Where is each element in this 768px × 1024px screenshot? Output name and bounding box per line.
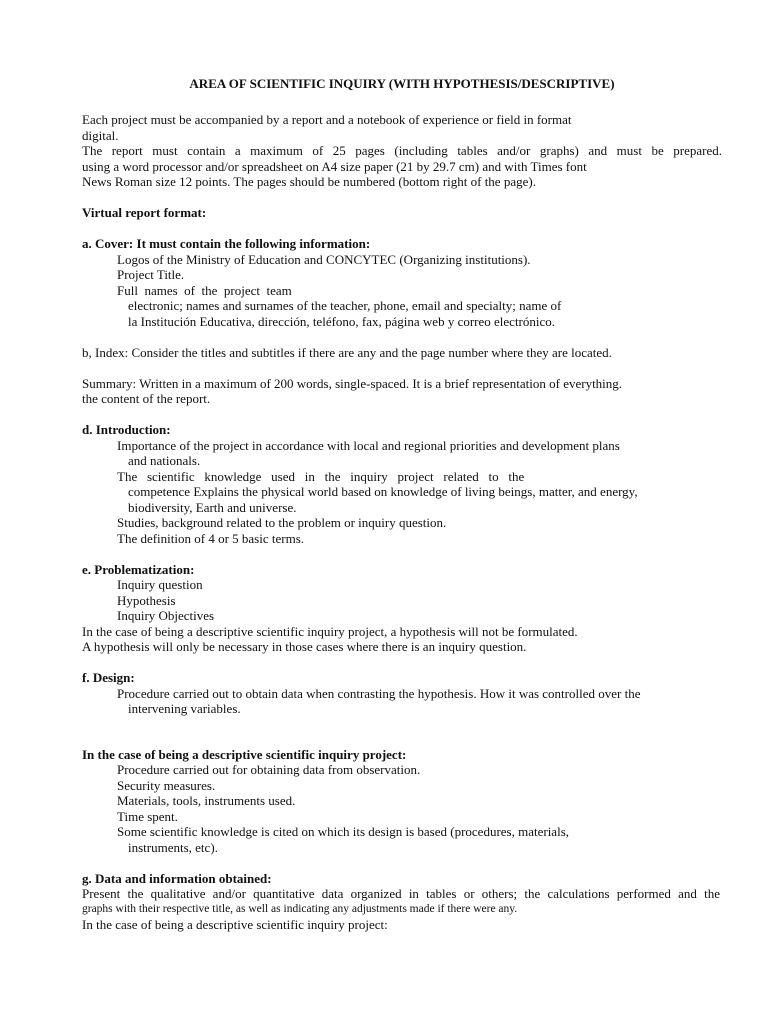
design-heading: f. Design:	[82, 670, 135, 685]
list-item: Materials, tools, instruments used.	[117, 793, 296, 808]
list-item-continuation: intervening variables.	[128, 701, 241, 716]
problematization-note: A hypothesis will only be necessary in those cases where there is an inquiry question.	[82, 639, 527, 654]
document-page	[82, 76, 722, 933]
summary-line: the content of the report.	[82, 391, 211, 406]
data-info-line: In the case of being a descriptive scientific inquiry project:	[82, 917, 388, 932]
list-item-continuation: biodiversity, Earth and universe.	[128, 499, 297, 515]
list-item: Some scientific knowledge is cited on which its design is based (procedures, materials,	[117, 824, 569, 839]
list-item: Logos of the Ministry of Education and CONCYTEC (Organizing institutions).	[117, 251, 531, 267]
list-item: Project Title.	[117, 267, 185, 282]
intro-line: digital.	[82, 127, 119, 143]
list-item: Time spent.	[117, 808, 178, 824]
list-item: The scientific knowledge used in the inquiry project related to the	[117, 468, 525, 484]
cover-heading: a. Cover: It must contain the following information:	[82, 236, 371, 251]
list-item-continuation: competence Explains the physical world based on knowledge of living beings, matter, and energy,	[128, 484, 638, 499]
intro-paragraph	[82, 112, 722, 190]
problematization-note: In the case of being a descriptive scientific inquiry project, a hypothesis will not be formulated.	[82, 623, 578, 639]
list-item: Importance of the project in accordance with local and regional priorities and development plans	[117, 437, 620, 453]
virtual-report-heading: Virtual report format:	[82, 205, 207, 220]
problematization-heading: e. Problematization:	[82, 561, 195, 577]
list-item: Hypothesis	[117, 592, 176, 608]
intro-line: The report must contain a maximum of 25 pages (including tables and/or graphs) and must be prepared.	[82, 143, 722, 158]
list-item: Full names of the project team	[117, 282, 292, 298]
list-item: Procedure carried out to obtain data when contrasting the hypothesis. How it was controlled over the	[117, 685, 641, 701]
list-item-continuation: and nationals.	[128, 453, 201, 468]
intro-line: News Roman size 12 points. The pages should be numbered (bottom right of the page).	[82, 174, 536, 189]
list-item-continuation: instruments, etc).	[128, 839, 218, 855]
list-item: Inquiry question	[117, 577, 203, 592]
descriptive-heading: In the case of being a descriptive scientific inquiry project:	[82, 746, 407, 762]
intro-line: Each project must be accompanied by a report and a notebook of experience or field in format	[82, 112, 572, 127]
page-title: AREA OF SCIENTIFIC INQUIRY (WITH HYPOTHESIS/DESCRIPTIVE)	[189, 76, 615, 91]
list-item: Studies, background related to the problem or inquiry question.	[117, 515, 447, 530]
introduction-heading: d. Introduction:	[82, 422, 171, 437]
list-item: Inquiry Objectives	[117, 608, 215, 623]
intro-line: using a word processor and/or spreadsheet on A4 size paper (21 by 29.7 cm) and with Times font	[82, 158, 587, 174]
index-paragraph: b, Index: Consider the titles and subtitles if there are any and the page number where they are located.	[82, 344, 612, 360]
list-item-continuation: electronic; names and surnames of the teacher, phone, email and specialty; name of	[128, 298, 562, 313]
list-item-continuation: la Institución Educativa, dirección, teléfono, fax, página web y correo electrónico.	[128, 313, 556, 329]
list-item: Security measures.	[117, 777, 216, 793]
data-info-heading: g. Data and information obtained:	[82, 870, 272, 886]
data-info-line: Present the qualitative and/or quantitative data organized in tables or others; the calculations performed and the	[82, 886, 720, 901]
list-item: The definition of 4 or 5 basic terms.	[117, 530, 305, 546]
summary-line: Summary: Written in a maximum of 200 words, single-spaced. It is a brief representation of everything.	[82, 375, 623, 391]
data-info-line: graphs with their respective title, as well as indicating any adjustments made if there were any.	[82, 902, 518, 915]
list-item: Procedure carried out for obtaining data from observation.	[117, 762, 421, 777]
